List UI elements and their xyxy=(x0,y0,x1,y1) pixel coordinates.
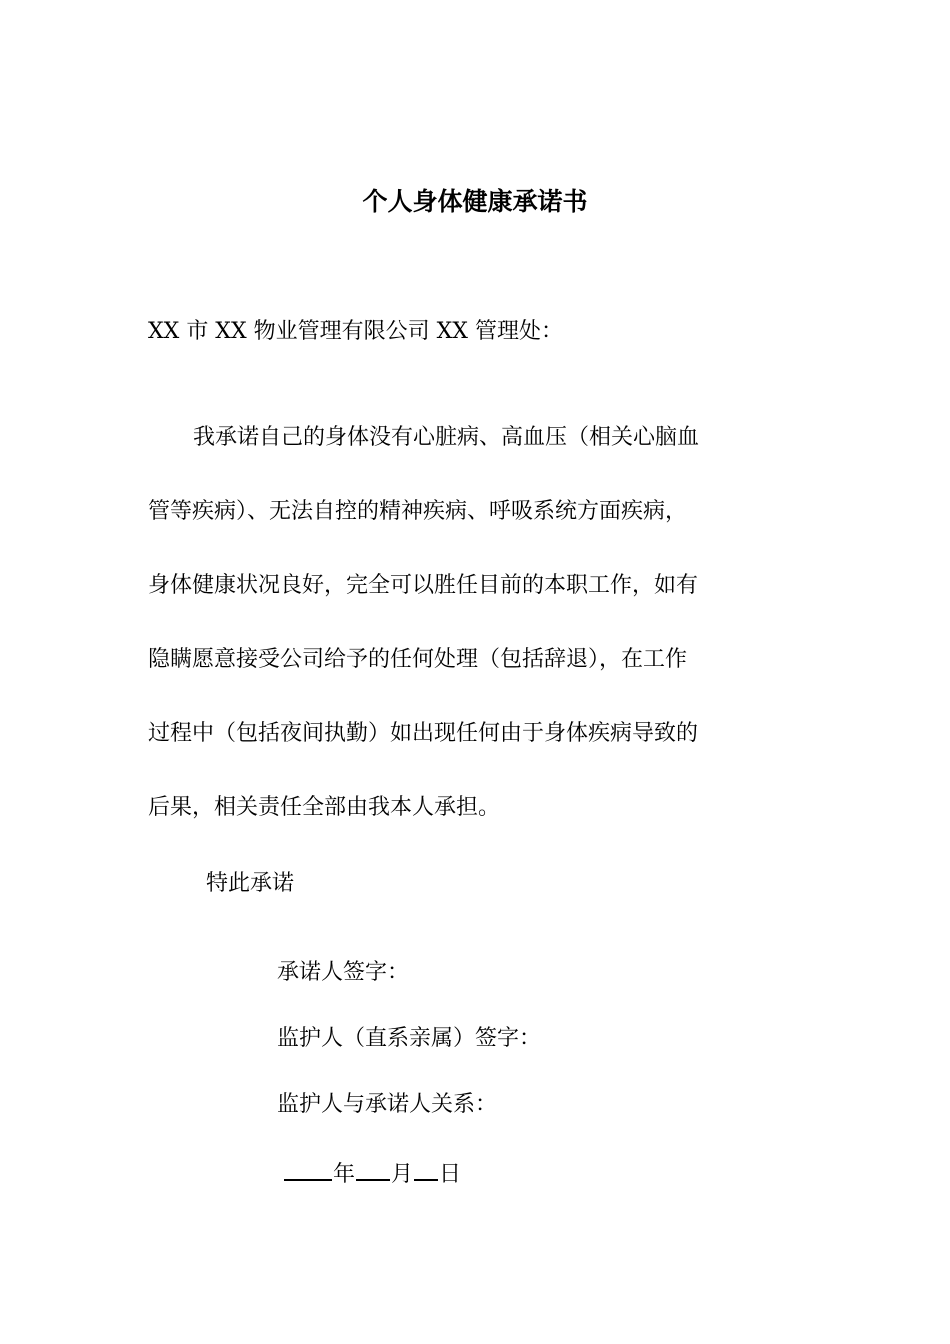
promisor-signature-label: 承诺人签字： xyxy=(277,960,410,985)
body-line: 隐瞒愿意接受公司给予的任何处理（包括辞退），在工作 xyxy=(148,647,688,672)
body-line: 我承诺自己的身体没有心脏病、高血压（相关心脑血 xyxy=(193,425,700,450)
body-line: 过程中（包括夜间执勤）如出现任何由于身体疾病导致的 xyxy=(148,721,699,746)
guardian-signature-label: 监护人（直系亲属）签字： xyxy=(277,1026,542,1051)
relationship-label: 监护人与承诺人关系： xyxy=(277,1092,498,1117)
day-blank xyxy=(414,1153,438,1181)
body-line: 管等疾病）、无法自控的精神疾病、呼吸系统方面疾病， xyxy=(148,499,688,524)
month-label: 月 xyxy=(391,1162,414,1187)
date-line xyxy=(277,1153,541,1193)
body-line: 身体健康状况良好，完全可以胜任目前的本职工作，如有 xyxy=(148,573,699,598)
month-blank xyxy=(356,1153,390,1181)
document-title: 个人身体健康承诺书 xyxy=(362,187,588,216)
signature-block xyxy=(277,955,541,1193)
body-line: 后果，相关责任全部由我本人承担。 xyxy=(148,795,501,820)
year-blank xyxy=(284,1153,332,1181)
commitment-body xyxy=(148,401,788,845)
closing-phrase: 特此承诺 xyxy=(206,871,295,896)
day-label: 日 xyxy=(439,1162,462,1187)
addressee-line: XX 市 XX 物业管理有限公司 XX 管理处： xyxy=(148,319,563,344)
year-label: 年 xyxy=(333,1162,356,1187)
